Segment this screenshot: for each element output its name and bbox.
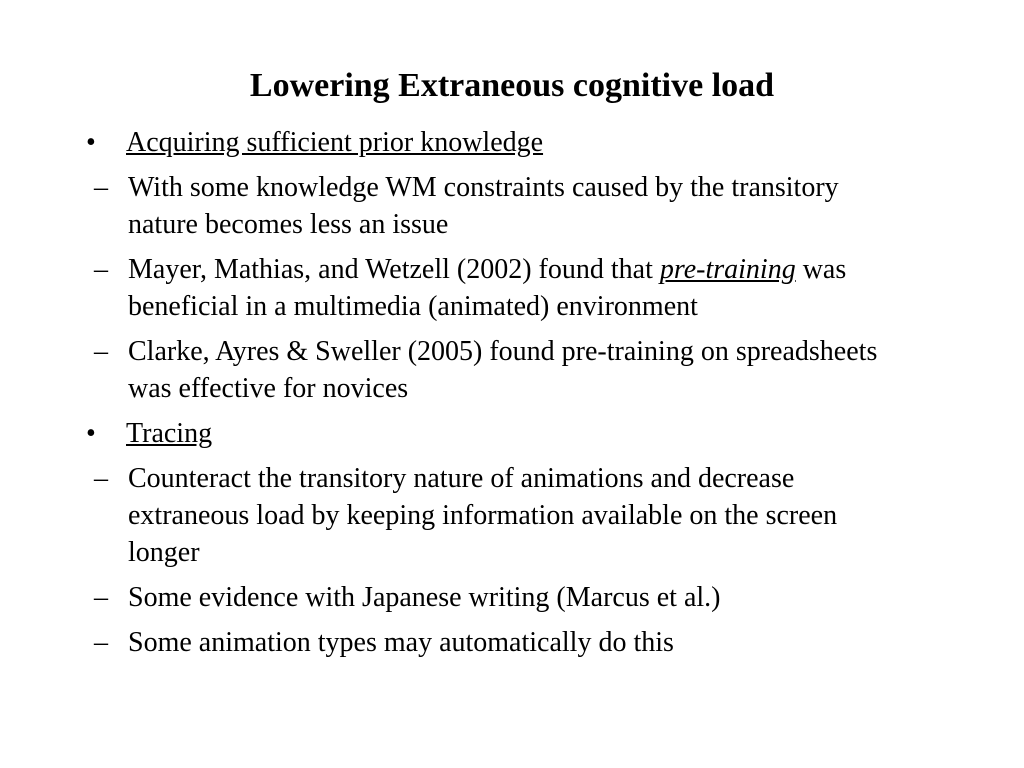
dash-marker: – bbox=[94, 627, 108, 658]
dash-marker: – bbox=[94, 336, 108, 367]
dash-marker: – bbox=[94, 254, 108, 285]
dash-marker: – bbox=[94, 463, 108, 494]
sub-bullet-text-before: Mayer, Mathias, and Wetzell (2002) found that bbox=[128, 254, 660, 285]
bullet-tracing bbox=[84, 415, 914, 452]
sub-bullet-text: Some evidence with Japanese writing (Marcus et al.) bbox=[128, 582, 721, 613]
dash-marker: – bbox=[94, 172, 108, 203]
slide-content bbox=[84, 124, 914, 661]
sub-bullet bbox=[84, 333, 914, 407]
sub-bullet bbox=[84, 460, 914, 571]
pre-training-emphasis: pre-training bbox=[659, 254, 796, 285]
sub-bullet bbox=[84, 579, 914, 616]
sub-bullet bbox=[84, 251, 914, 325]
bullet-prior-knowledge bbox=[84, 124, 914, 161]
bullet-marker: • bbox=[86, 127, 96, 158]
sub-bullet-text: Clarke, Ayres & Sweller (2005) found pre-training on spreadsheets was effective for novices bbox=[128, 336, 878, 404]
slide-title: Lowering Extraneous cognitive load bbox=[249, 67, 775, 104]
sub-bullet-text-after: was beneficial in a multimedia (animated) environment bbox=[128, 254, 847, 322]
bullet-marker: • bbox=[86, 418, 96, 449]
dash-marker: – bbox=[94, 582, 108, 613]
bullet-heading: Acquiring sufficient prior knowledge bbox=[126, 127, 544, 158]
sub-bullet-text: Counteract the transitory nature of animations and decrease extraneous load by keeping information available on the screen longer bbox=[128, 463, 838, 568]
sub-bullet bbox=[84, 169, 914, 243]
bullet-heading: Tracing bbox=[126, 418, 213, 449]
sub-bullet-text: With some knowledge WM constraints caused by the transitory nature becomes less an issue bbox=[128, 172, 839, 240]
sub-bullet bbox=[84, 624, 914, 661]
sub-bullet-text: Some animation types may automatically do this bbox=[128, 627, 674, 658]
